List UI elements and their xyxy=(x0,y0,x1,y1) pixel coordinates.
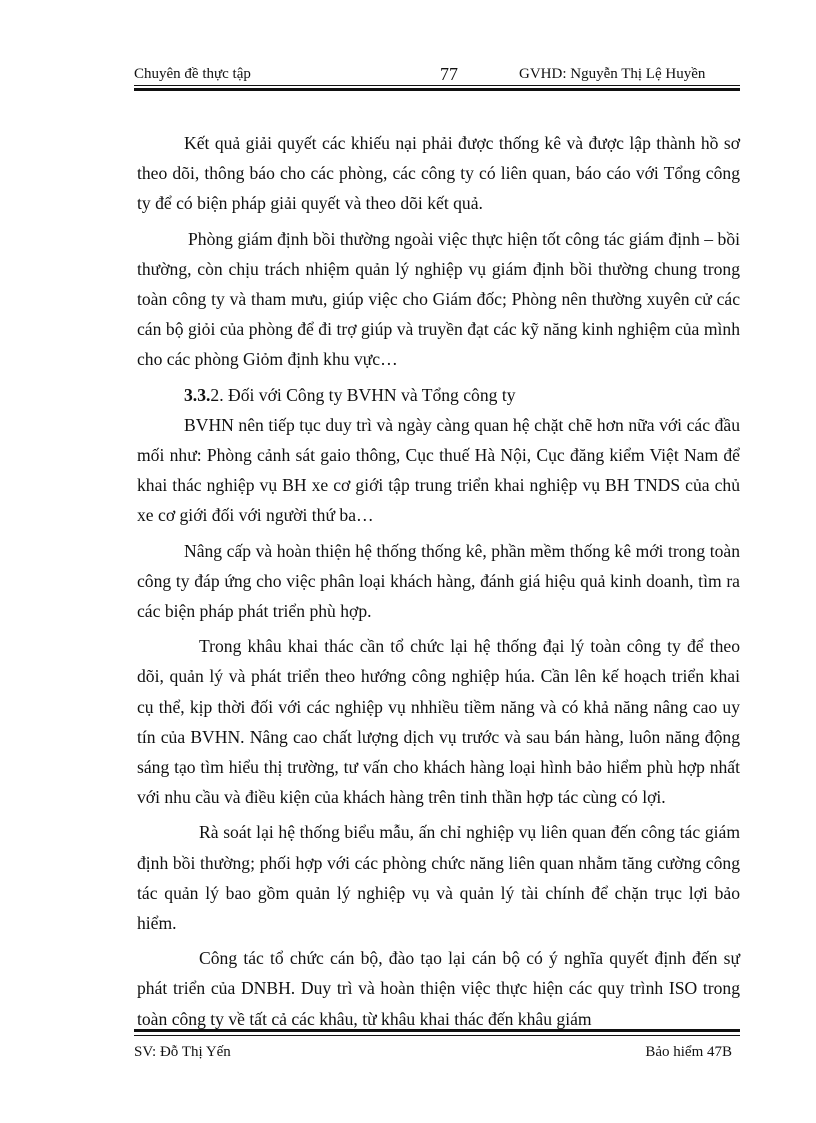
footer-rule-thin xyxy=(134,1035,740,1036)
header-course-title: Chuyên đề thực tập xyxy=(134,66,251,82)
footer-rule-thick xyxy=(134,1029,740,1032)
header-rule-thick xyxy=(134,88,740,91)
paragraph-complaint-results: Kết quả giải quyết các khiếu nại phải được thống kê và được lập thành hồ sơ theo dõi, thông báo cho các phòng, các công ty có liên quan, báo cáo với Tổng công ty để có biện pháp giải quyết và theo dõi kết quả. xyxy=(137,133,740,214)
page-body xyxy=(137,128,740,1034)
page-number: 77 xyxy=(440,64,458,84)
paragraph-staff-training: Công tác tổ chức cán bộ, đào tạo lại cán bộ có ý nghĩa quyết định đến sự phát triển của DNBH. Duy trì và hoàn thiện việc thực hiện các quy trình ISO trong toàn công ty về tất cả các khâu, từ khâu khai thác đến khâu giám xyxy=(137,948,740,1029)
paragraph-bvhn-relations: BVHN nên tiếp tục duy trì và ngày càng quan hệ chặt chẽ hơn nữa với các đầu mối như: Phòng cảnh sát gaio thông, Cục thuế Hà Nội, Cục đăng kiểm Việt Nam để khai thác nghiệp vụ BH xe cơ giới tập trung triển khai nghiệp vụ BH TNDS của chủ xe cơ giới đối với người thứ ba… xyxy=(137,414,740,526)
paragraph-agent-system: Trong khâu khai thác cần tổ chức lại hệ thống đại lý toàn công ty để theo dõi, quản lý và phát triển theo hướng công nghiệp húa. Cần lên kế hoạch triển khai cụ thể, kịp thời đối với các nghiệp vụ nhhiều tiềm năng và có khả năng nâng cao uy tín của BVHN. Nâng cao chất lượng dịch vụ trước và sau bán hàng, luôn năng động sáng tạo tìm hiểu thị trường, tư vấn cho khách hàng loại hình bảo hiểm phù hợp nhất với nhu cầu và điều kiện của khách hàng trên tinh thần hợp tác cùng có lợi. xyxy=(137,636,740,808)
page-header xyxy=(134,62,740,86)
header-rule-thin xyxy=(134,85,740,86)
paragraph-statistics-system: Nâng cấp và hoàn thiện hệ thống thống kê, phần mềm thống kê mới trong toàn công ty đáp ứng cho việc phân loại khách hàng, đánh giá hiệu quả kinh doanh, tìm ra các biện pháp phát triển phù hợp. xyxy=(137,540,740,622)
footer-class: Bảo hiểm 47B xyxy=(645,1044,732,1060)
header-advisor: GVHD: Nguyễn Thị Lệ Huyền xyxy=(519,66,706,82)
section-heading xyxy=(137,380,740,410)
paragraph-forms-review: Rà soát lại hệ thống biểu mẫu, ấn chỉ nghiệp vụ liên quan đến công tác giám định bồi thường; phối hợp với các phòng chức năng liên quan nhằm tăng cường công tác quản lý bao gồm quản lý nghiệp vụ và quản lý tài chính để chặn trục lợi bảo hiểm. xyxy=(137,822,740,934)
section-heading-text: 2. Đối với Công ty BVHN và Tổng công ty xyxy=(210,384,516,405)
paragraph-claims-department: Phòng giám định bồi thường ngoài việc thực hiện tốt công tác giám định – bồi thường, còn chịu trách nhiệm quản lý nghiệp vụ giám định bồi thường chung trong toàn công ty và tham mưu, giúp việc cho Giám đốc; Phòng nên thường xuyên cử các cán bộ giỏi của phòng để đi trợ giúp và truyền đạt các kỹ năng kinh nghiệm của mình cho các phòng Giỏm định khu vực… xyxy=(137,228,740,370)
section-heading-number: 3.3. xyxy=(184,384,211,405)
footer-student: SV: Đỗ Thị Yến xyxy=(134,1044,231,1060)
